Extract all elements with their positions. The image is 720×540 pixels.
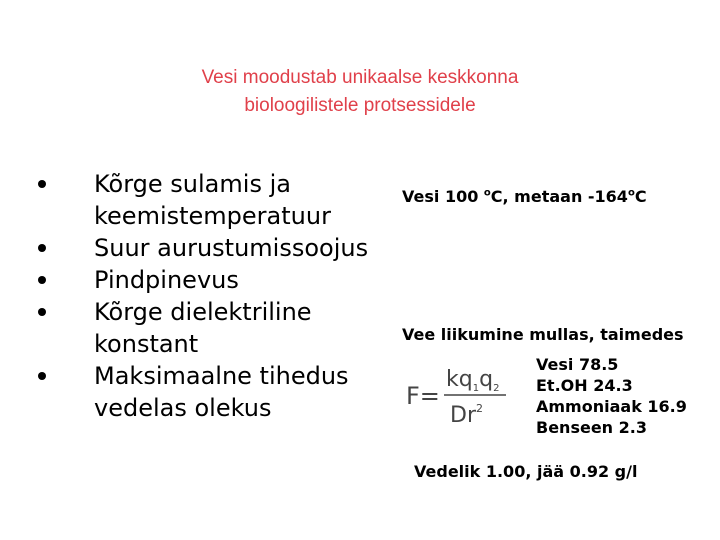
water-movement-note: Vee liikumine mullas, taimedes xyxy=(402,325,684,344)
boiling-point-note xyxy=(402,187,647,206)
density-note: Vedelik 1.00, jää 0.92 g/l xyxy=(414,462,638,481)
title-line-2: bioloogilistele protsessidele xyxy=(244,95,476,116)
list-item xyxy=(38,232,378,264)
dielectric-value: Benseen 2.3 xyxy=(536,418,647,437)
list-item-text: Pindpinevus xyxy=(94,266,239,294)
list-item-text: Maksimaalne tihedus vedelas olekus xyxy=(94,362,349,422)
list-item xyxy=(38,296,378,360)
bullet-icon xyxy=(38,276,46,284)
formula-lhs: F= xyxy=(406,382,440,410)
list-item-text: Kõrge sulamis ja keemistemperatuur xyxy=(94,170,331,230)
dielectric-value: Et.OH 24.3 xyxy=(536,376,633,395)
bullet-icon xyxy=(38,180,46,188)
boiling-text-2: C, metaan -164 xyxy=(490,187,628,206)
boiling-text-3: C xyxy=(634,187,647,206)
title-line-1: Vesi moodustab unikaalse keskkonna xyxy=(201,67,519,88)
list-item xyxy=(38,264,378,296)
list-item-text: Kõrge dielektriline konstant xyxy=(94,298,312,358)
degree-sup-2: o xyxy=(627,187,635,199)
dielectric-value: Vesi 78.5 xyxy=(536,355,619,374)
bullet-icon xyxy=(38,308,46,316)
boiling-text-1: Vesi 100 xyxy=(402,187,484,206)
slide-title xyxy=(60,64,660,120)
property-list xyxy=(38,168,378,424)
degree-sup-1: o xyxy=(483,187,491,199)
list-item xyxy=(38,360,378,424)
list-item xyxy=(38,168,378,232)
coulomb-formula xyxy=(404,356,512,428)
bullet-icon xyxy=(38,244,46,252)
dielectric-value: Ammoniaak 16.9 xyxy=(536,397,687,416)
formula-numerator: $kq_1q_2$ xyxy=(446,367,500,394)
bullet-icon xyxy=(38,372,46,380)
dielectric-values xyxy=(536,354,687,438)
list-item-text: Suur aurustumissoojus xyxy=(94,234,369,262)
formula-denominator: Dr$^2$ xyxy=(450,402,483,428)
